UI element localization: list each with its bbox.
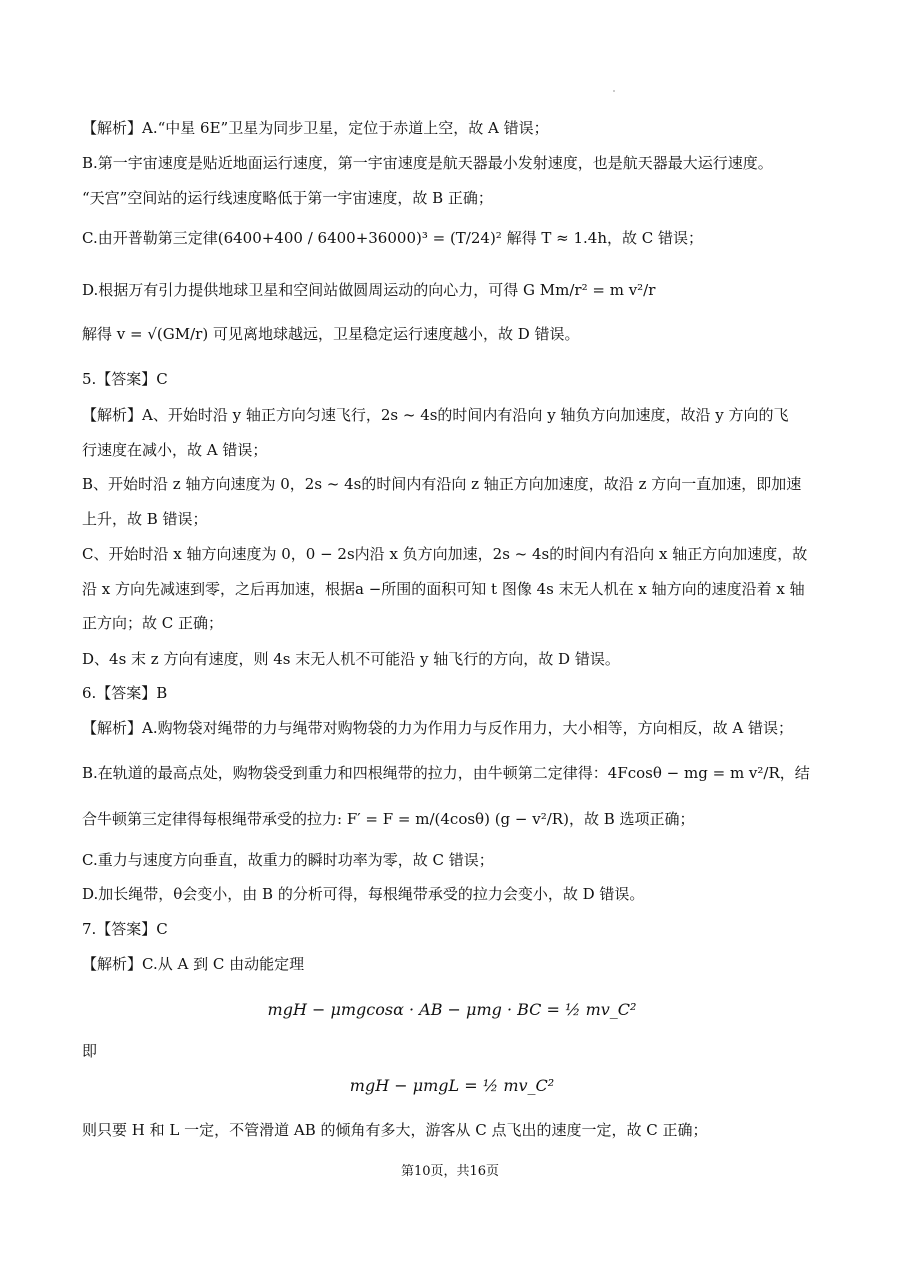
answer-heading: 5.【答案】C bbox=[82, 370, 168, 388]
equation: mgH − μmgcosα · AB − μmg · BC = ½ mv_C² bbox=[267, 1000, 637, 1019]
text-line: “天宫”空间站的运行线速度略低于第一宇宙速度，故 B 正确； bbox=[82, 189, 493, 207]
equation: mgH − μmgL = ½ mv_C² bbox=[349, 1076, 555, 1095]
text-line: 【解析】C.从 A 到 C 由动能定理 bbox=[82, 955, 305, 973]
text-line: 即 bbox=[82, 1042, 98, 1060]
text-line: D.根据万有引力提供地球卫星和空间站做圆周运动的向心力，可得 G Mm/r² = m v²/r bbox=[82, 281, 656, 299]
text-line: 【解析】A.“中星 6E”卫星为同步卫星，定位于赤道上空，故 A 错误； bbox=[82, 119, 549, 137]
text-line: D、4s 末 z 方向有速度，则 4s 末无人机不可能沿 y 轴飞行的方向，故 D 错误。 bbox=[82, 650, 620, 668]
scan-speck bbox=[613, 90, 615, 92]
text-line: C、开始时沿 x 轴方向速度为 0，0 − 2s内沿 x 负方向加速，2s ~ 4s的时间内有沿向 x 轴正方向加速度，故 bbox=[82, 545, 808, 563]
text-line: C.由开普勒第三定律(6400+400 / 6400+36000)³ = (T/24)² 解得 T ≈ 1.4h，故 C 错误； bbox=[82, 229, 703, 247]
answer-heading: 7.【答案】C bbox=[82, 920, 168, 938]
page-footer: 第10页，共16页 bbox=[400, 1164, 500, 1179]
text-line: 正方向；故 C 正确； bbox=[82, 614, 224, 632]
text-line: 解得 v = √(GM/r) 可见离地球越远，卫星稳定运行速度越小，故 D 错误。 bbox=[82, 325, 580, 343]
text-line: 合牛顿第三定律得每根绳带承受的拉力: F′ = F = m/(4cosθ) (g − v²/R)，故 B 选项正确； bbox=[82, 810, 695, 828]
text-line: B、开始时沿 z 轴方向速度为 0，2s ~ 4s的时间内有沿向 z 轴正方向加速度，故沿 z 方向一直加速，即加速 bbox=[82, 475, 802, 493]
text-line: 上升，故 B 错误； bbox=[82, 510, 208, 528]
text-line: 则只要 H 和 L 一定，不管滑道 AB 的倾角有多大，游客从 C 点飞出的速度一定，故 C 正确； bbox=[82, 1121, 708, 1139]
text-line: 行速度在减小，故 A 错误； bbox=[82, 441, 268, 459]
text-line: C.重力与速度方向垂直，故重力的瞬时功率为零，故 C 错误； bbox=[82, 851, 494, 869]
answer-heading: 6.【答案】B bbox=[82, 684, 168, 702]
text-line: 沿 x 方向先减速到零，之后再加速，根据a −所围的面积可知 t 图像 4s 末无人机在 x 轴方向的速度沿着 x 轴 bbox=[82, 580, 805, 598]
text-line: B.第一宇宙速度是贴近地面运行速度，第一宇宙速度是航天器最小发射速度，也是航天器最大运行速度。 bbox=[82, 154, 773, 172]
text-line: D.加长绳带，θ会变小，由 B 的分析可得，每根绳带承受的拉力会变小，故 D 错误。 bbox=[82, 885, 645, 903]
text-line: 【解析】A、开始时沿 y 轴正方向匀速飞行，2s ~ 4s的时间内有沿向 y 轴负方向加速度，故沿 y 方向的飞 bbox=[82, 406, 789, 424]
text-line: 【解析】A.购物袋对绳带的力与绳带对购物袋的力为作用力与反作用力，大小相等，方向相反，故 A 错误； bbox=[82, 719, 793, 737]
text-line: B.在轨道的最高点处，购物袋受到重力和四根绳带的拉力，由牛顿第二定律得：4Fcosθ − mg = m v²/R，结 bbox=[82, 764, 810, 782]
